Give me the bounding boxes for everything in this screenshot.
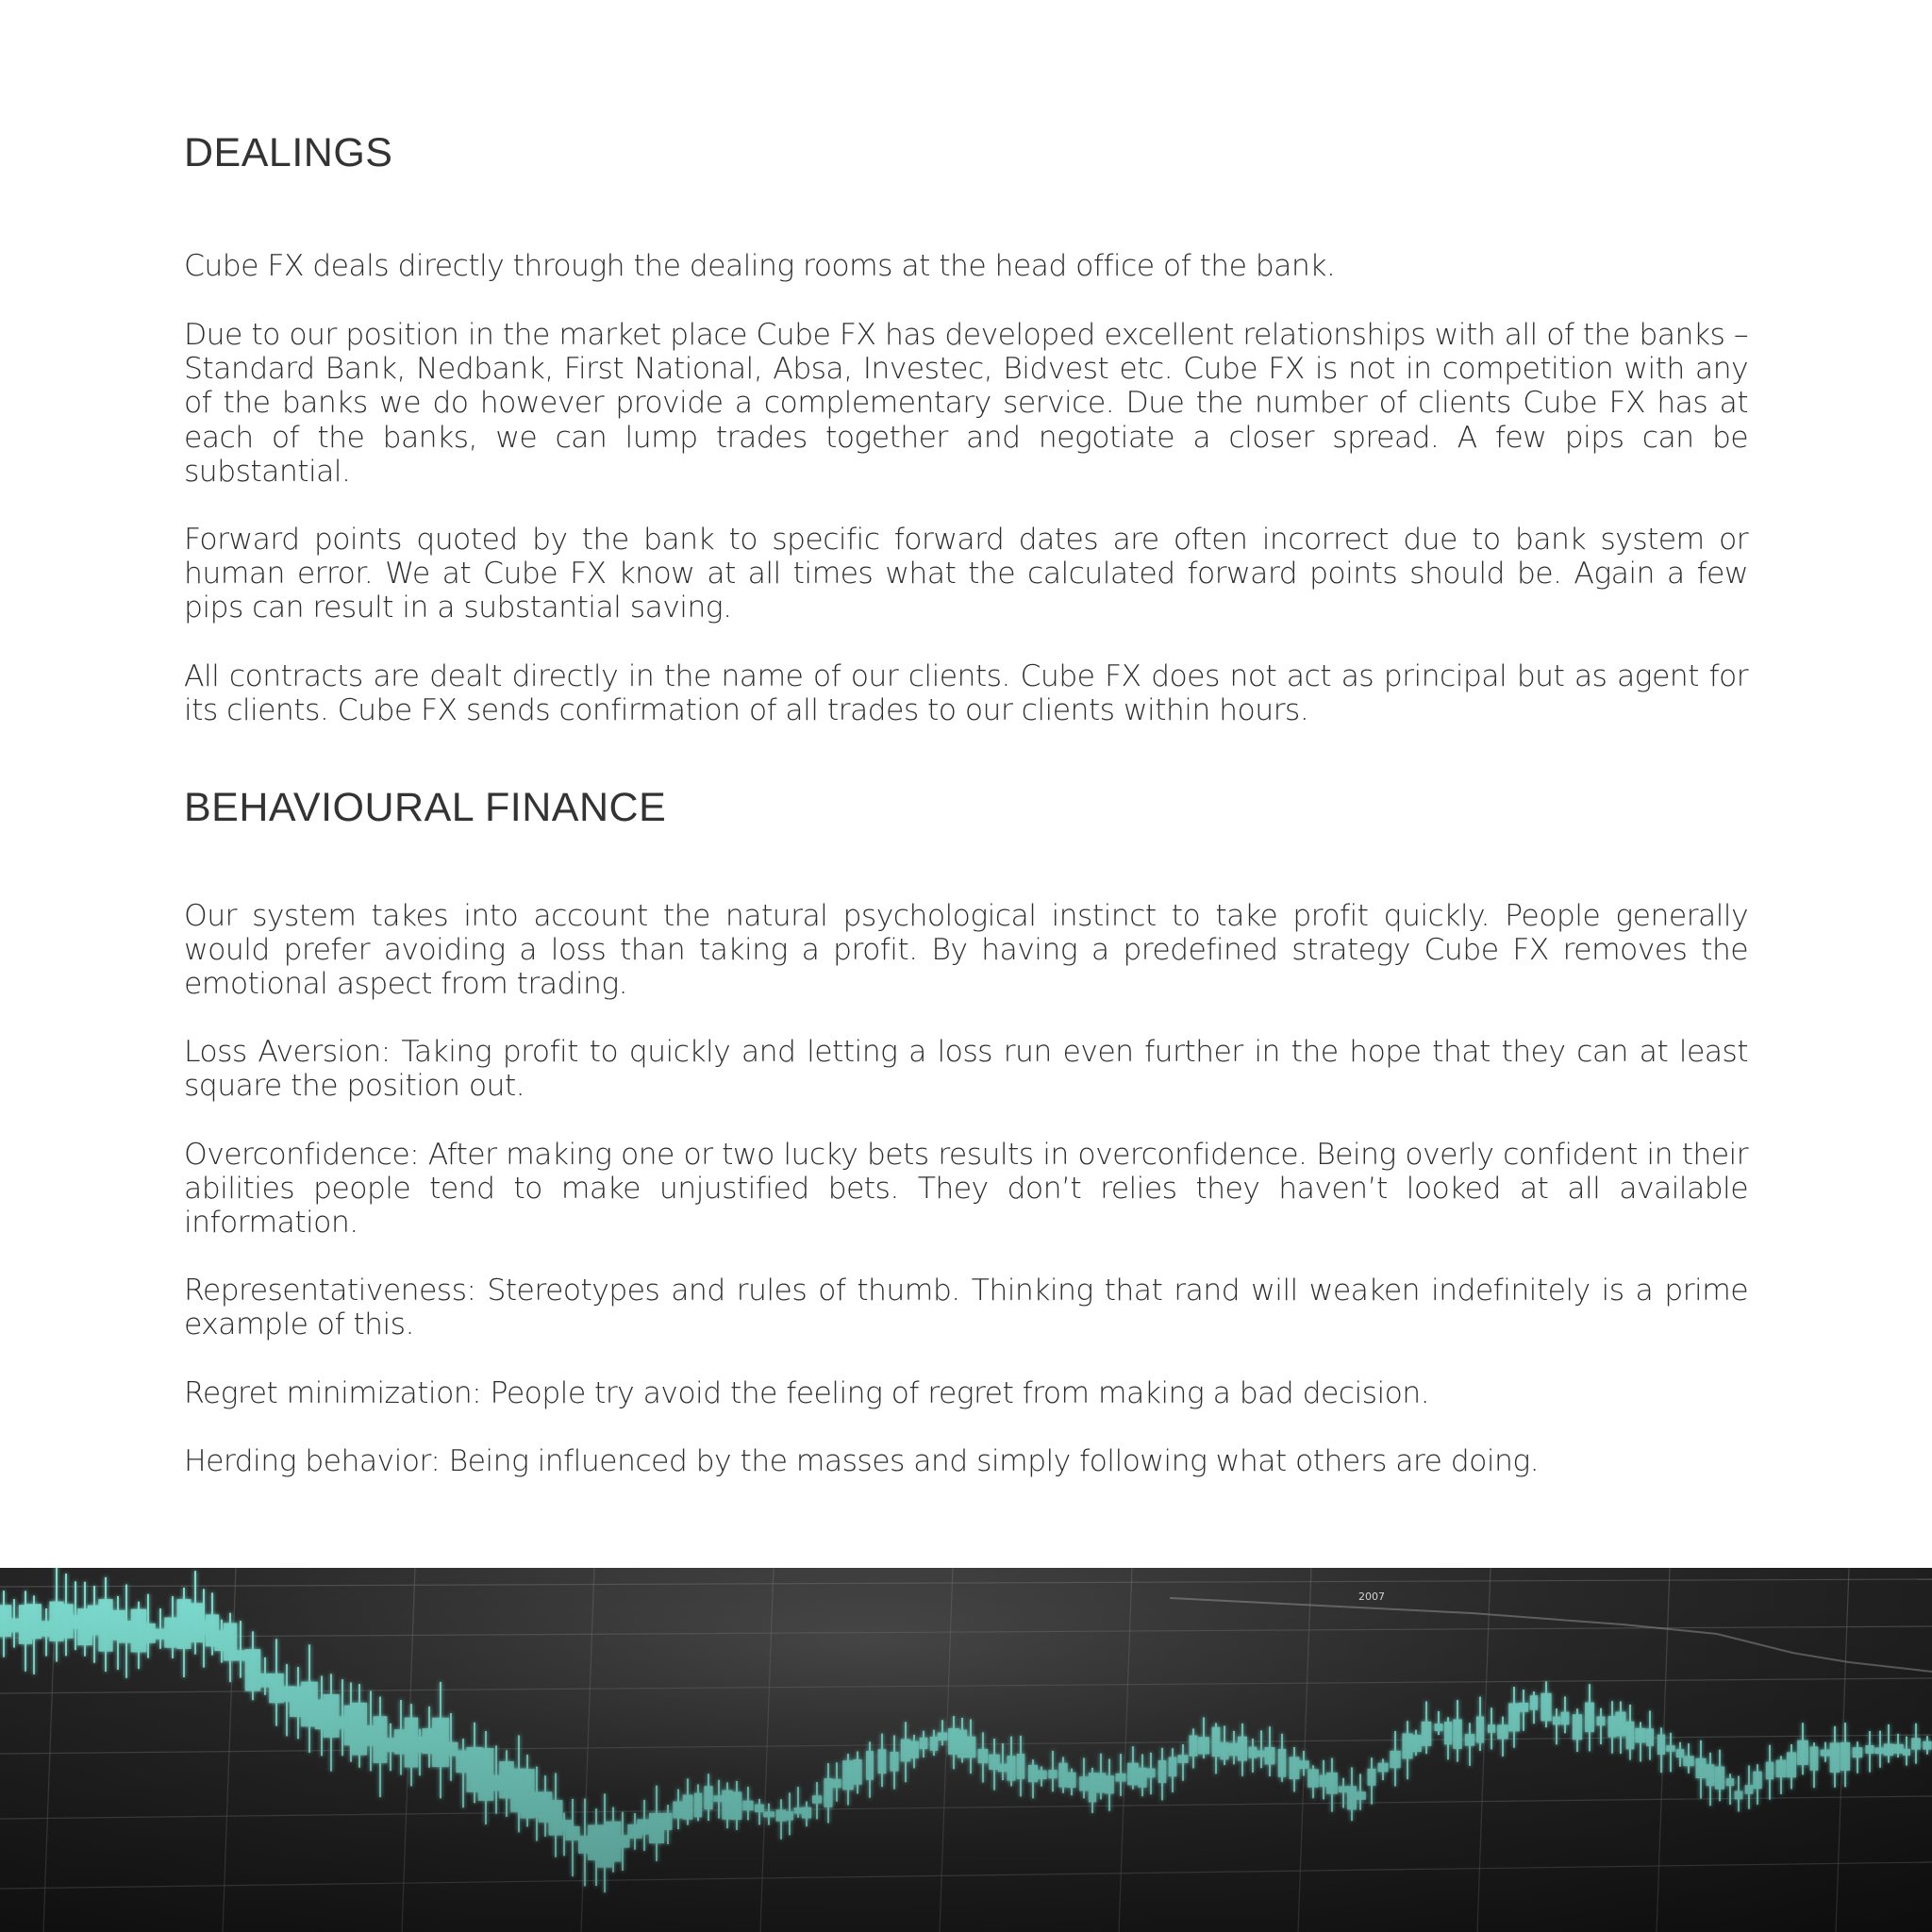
behavioural-paragraph-herding-behavior: Herding behavior: Being influenced by the masses and simply following what others are doing.	[184, 1444, 1540, 1478]
behavioural-paragraph-representativeness: Representativeness: Stereotypes and rules of thumb. Thinking that rand will weaken indefinitely is a prime example of this.	[184, 1274, 1748, 1342]
dealings-paragraph-4: All contracts are dealt directly in the name of our clients. Cube FX does not act as principal but as agent for its clients. Cube FX sends confirmation of all trades to our clients within hours.	[184, 659, 1748, 728]
section-title-behavioural-finance: BEHAVIOURAL FINANCE	[184, 785, 667, 830]
section-title-dealings: DEALINGS	[184, 130, 393, 175]
dealings-paragraph-3: Forward points quoted by the bank to specific forward dates are often incorrect due to bank system or human error. We at Cube FX know at all times what the calculated forward points should be. Again a few pips can result in a substantial saving.	[184, 523, 1748, 625]
banner-shade	[0, 1568, 1932, 1932]
candlestick-chart-banner	[0, 1568, 1932, 1932]
behavioural-paragraph-overconfidence: Overconfidence: After making one or two lucky bets results in overconfidence. Being overly confident in their abilities people tend to make unjustified bets. They don’t relies they haven’t looked at all available information.	[184, 1138, 1748, 1241]
dealings-paragraph-1: Cube FX deals directly through the dealing rooms at the head office of the bank.	[184, 249, 1336, 283]
behavioural-paragraph-1: Our system takes into account the natural psychological instinct to take profit quickly. People generally would prefer avoiding a loss than taking a profit. By having a predefined strategy Cube FX removes the emotional aspect from trading.	[184, 899, 1748, 1002]
dealings-paragraph-2: Due to our position in the market place Cube FX has developed excellent relationships with all of the banks – Standard Bank, Nedbank, First National, Absa, Investec, Bidvest etc. Cube FX is not in competition with any of the banks we do however provide a complementary service. Due the number of clients Cube FX has at each of the banks, we can lump trades together and negotiate a closer spread. A few pips can be substantial.	[184, 318, 1748, 489]
behavioural-paragraph-loss-aversion: Loss Aversion: Taking profit to quickly and letting a loss run even further in the hope that they can at least square the position out.	[184, 1035, 1748, 1104]
candlestick-chart-image	[0, 1568, 1932, 1932]
behavioural-paragraph-regret-minimization: Regret minimization: People try avoid the feeling of regret from making a bad decision.	[184, 1376, 1430, 1410]
